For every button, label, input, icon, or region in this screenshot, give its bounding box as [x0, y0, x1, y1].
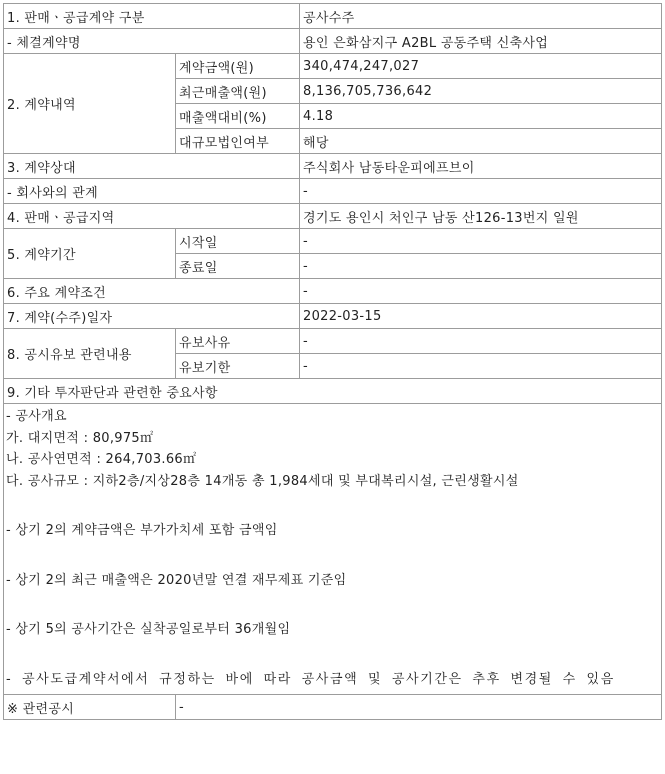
value-sales-ratio: 4.18: [300, 104, 662, 129]
value-relationship: -: [300, 179, 662, 204]
label-end-date: 종료일: [176, 254, 300, 279]
other-matters-text: [6, 404, 661, 694]
row-start-date: [4, 229, 662, 254]
value-counterparty: 주식회사 남동타운피에프브이: [300, 154, 662, 179]
row-deferral-reason: [4, 329, 662, 354]
row-main-conditions: [4, 279, 662, 304]
value-related-disclosure: -: [176, 695, 662, 720]
label-deferral-reason: 유보사유: [176, 329, 300, 354]
label-contract-details: 2. 계약내역: [4, 54, 176, 154]
spacer: [6, 492, 661, 520]
row-other-body: [4, 404, 662, 695]
sales-basis-note: - 상기 2의 최근 매출액은 2020년말 연결 재무제표 기준임: [6, 572, 347, 588]
label-large-corp: 대규모법인여부: [176, 129, 300, 154]
spacer: [6, 641, 661, 669]
row-other-heading: [4, 379, 662, 404]
period-note: - 상기 5의 공사기간은 실착공일로부터 36개월임: [6, 622, 291, 637]
row-counterparty: [4, 154, 662, 179]
value-deferral-deadline: -: [300, 354, 662, 379]
row-contract-type: [4, 4, 662, 29]
label-contract-amount: 계약금액(원): [176, 54, 300, 79]
change-note: - 공사도급계약서에서 규정하는 바에 따라 공사금액 및 공사기간은 추후 변경될 수 있음: [6, 671, 615, 687]
label-supply-region: 4. 판매ㆍ공급지역: [4, 204, 300, 229]
label-other-matters: 9. 기타 투자판단과 관련한 중요사항: [4, 379, 662, 404]
floor-area-line: 나. 공사연면적 : 264,703.66㎡: [6, 452, 197, 467]
label-recent-sales: 최근매출액(원): [176, 79, 300, 104]
value-main-conditions: -: [300, 279, 662, 304]
label-contract-name: - 체결계약명: [4, 29, 300, 54]
row-relationship: [4, 179, 662, 204]
label-disclosure-deferral: 8. 공시유보 관련내용: [4, 329, 176, 379]
value-contract-amount: 340,474,247,027: [300, 54, 662, 79]
label-related-disclosure: ※ 관련공시: [4, 695, 176, 720]
other-matters-body: [4, 404, 662, 695]
value-deferral-reason: -: [300, 329, 662, 354]
label-start-date: 시작일: [176, 229, 300, 254]
row-supply-region: [4, 204, 662, 229]
value-supply-region: 경기도 용인시 처인구 남동 산126-13번지 일원: [300, 204, 662, 229]
label-relationship: - 회사와의 관계: [4, 179, 300, 204]
value-start-date: -: [300, 229, 662, 254]
spacer: [6, 542, 661, 570]
disclosure-table: [3, 3, 662, 720]
label-contract-type: 1. 판매ㆍ공급계약 구분: [4, 4, 300, 29]
label-contract-period: 5. 계약기간: [4, 229, 176, 279]
value-end-date: -: [300, 254, 662, 279]
value-contract-name: 용인 은화삼지구 A2BL 공동주택 신축사업: [300, 29, 662, 54]
value-large-corp: 해당: [300, 129, 662, 154]
scale-line: 다. 공사규모 : 지하2층/지상28층 14개동 총 1,984세대 및 부대복리시설, 근린생활시설: [6, 473, 519, 489]
label-contract-date: 7. 계약(수주)일자: [4, 304, 300, 329]
value-recent-sales: 8,136,705,736,642: [300, 79, 662, 104]
row-contract-name: [4, 29, 662, 54]
label-sales-ratio: 매출액대비(%): [176, 104, 300, 129]
row-related-disclosure: [4, 695, 662, 720]
overview-heading: - 공사개요: [6, 409, 67, 424]
label-deferral-deadline: 유보기한: [176, 354, 300, 379]
row-contract-date: [4, 304, 662, 329]
row-contract-amount: [4, 54, 662, 79]
label-counterparty: 3. 계약상대: [4, 154, 300, 179]
vat-note: - 상기 2의 계약금액은 부가가치세 포함 금액임: [6, 523, 278, 538]
value-contract-type: 공사수주: [300, 4, 662, 29]
label-main-conditions: 6. 주요 계약조건: [4, 279, 300, 304]
site-area-line: 가. 대지면적 : 80,975㎡: [6, 430, 154, 446]
spacer: [6, 591, 661, 619]
value-contract-date: 2022-03-15: [300, 304, 662, 329]
